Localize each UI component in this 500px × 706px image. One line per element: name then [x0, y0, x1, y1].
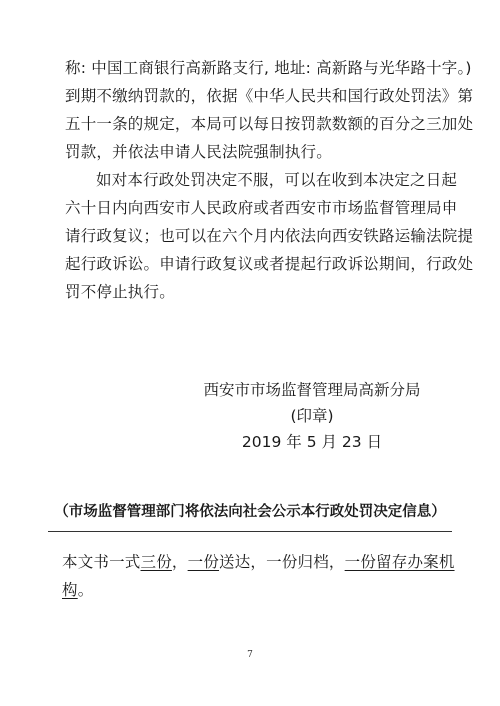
paragraph2-line-1: 如对本行政处罚决定不服，可以在收到本决定之日起 — [96, 171, 458, 189]
issuing-authority: 西安市市场监督管理局高新分局 — [203, 381, 421, 399]
paragraph2-line-5: 罚不停止执行。 — [65, 283, 175, 301]
copies-prefix: 本文书一式 — [62, 553, 141, 571]
paragraph2-line-2: 六十日内向西安市人民政府或者西安市市场监督管理局申 — [65, 199, 458, 217]
divider — [48, 531, 452, 532]
seal-placeholder: (印章) — [290, 407, 334, 425]
copies-end: 。 — [77, 581, 94, 599]
paragraph1-line-4: 罚款，并依法申请人民法院强制执行。 — [65, 143, 332, 161]
copies-part1: 一份 — [187, 553, 220, 571]
paragraph1-line-3: 五十一条的规定，本局可以每日按罚款数额的百分之三加处 — [65, 115, 474, 133]
paragraph2-line-4: 起行政诉讼。申请行政复议或者提起行政诉讼期间，行政处 — [65, 255, 474, 273]
page-number: 7 — [247, 650, 253, 660]
copies-count: 三份 — [140, 553, 172, 571]
publicity-notice: （市场监督管理部门将依法向社会公示本行政处罚决定信息） — [54, 504, 446, 520]
paragraph2-line-3: 请行政复议；也可以在六个月内依法向西安铁路运输法院提 — [65, 227, 474, 245]
copies-part1-tail: 送达，一份归档， — [219, 553, 345, 571]
copies-part2: 一份留存办案机 — [344, 553, 455, 571]
issue-date: 2019 年 5 月 23 日 — [241, 433, 383, 451]
copies-line-1 — [62, 552, 455, 572]
copies-line-2 — [62, 580, 93, 600]
paragraph1-line-2: 到期不缴纳罚款的，依据《中华人民共和国行政处罚法》第 — [65, 87, 474, 105]
copies-sep: ， — [171, 553, 188, 571]
paragraph1-line-1: 称: 中国工商银行高新路支行, 地址: 高新路与光华路十字。) — [65, 59, 472, 77]
copies-line2: 构 — [62, 581, 78, 599]
